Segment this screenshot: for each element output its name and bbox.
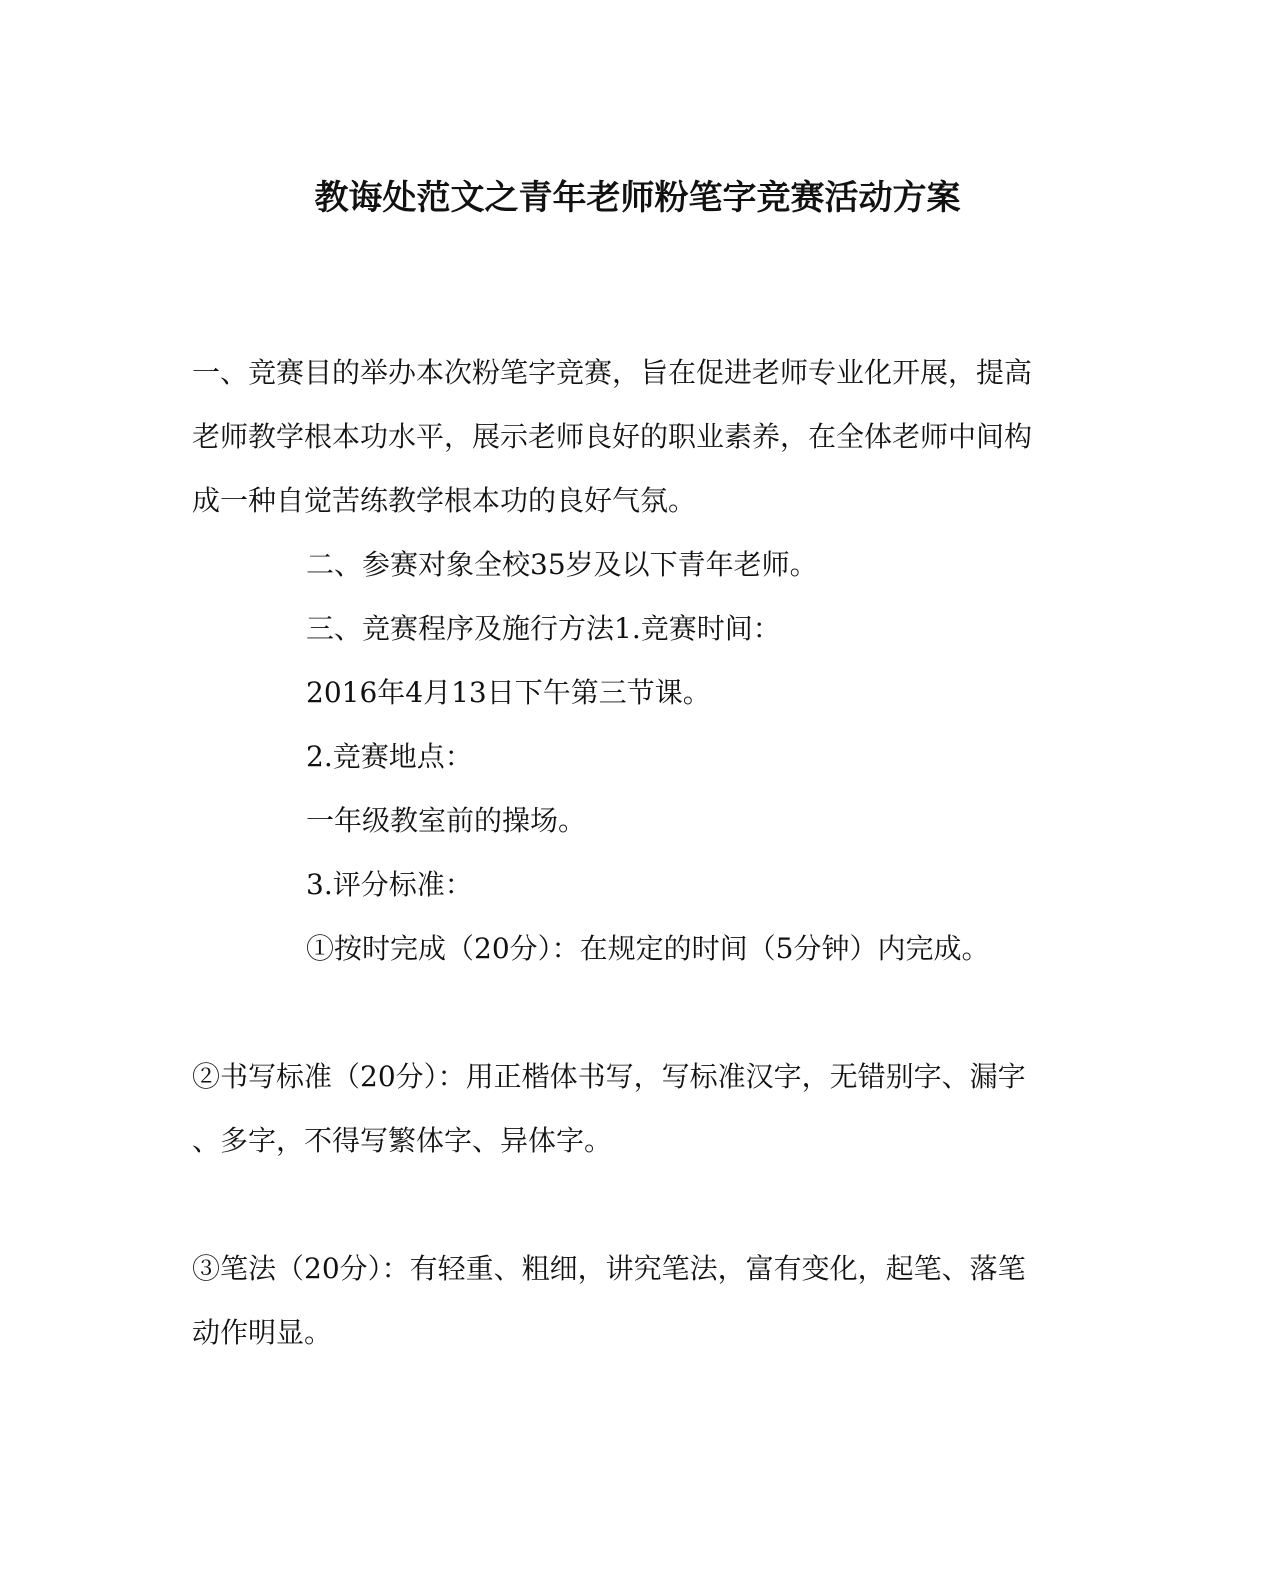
paragraph-line-8: 一年级教室前的操场。 [306,804,587,837]
document-title: 教诲处范文之青年老师粉笔字竞赛活动方案 [314,178,961,218]
paragraph-line-6: 2016年4月13日下午第三节课。 [306,676,711,709]
paragraph-line-3: 成一种自觉苦练教学根本功的良好气氛。 [192,484,697,517]
paragraph-line-9: 3.评分标准： [306,868,473,901]
paragraph-line-14: 动作明显。 [192,1316,333,1349]
paragraph-line-1: 一、竞赛目的举办本次粉笔字竞赛，旨在促进老师专业化开展，提高 [192,356,1033,389]
paragraph-line-2: 老师教学根本功水平，展示老师良好的职业素养，在全体老师中间构 [192,420,1033,453]
paragraph-line-10: ①按时完成（20分）：在规定的时间（5分钟）内完成。 [306,932,990,965]
paragraph-line-4: 二、参赛对象全校35岁及以下青年老师。 [306,548,818,581]
paragraph-line-5: 三、竞赛程序及施行方法1.竞赛时间： [306,612,781,645]
paragraph-line-13: ③笔法（20分）：有轻重、粗细，讲究笔法，富有变化，起笔、落笔 [192,1252,1026,1285]
paragraph-line-11: ②书写标准（20分）：用正楷体书写，写标准汉字，无错别字、漏字 [192,1060,1026,1093]
paragraph-line-12: 、多字，不得写繁体字、异体字。 [192,1124,613,1157]
paragraph-line-7: 2.竞赛地点： [306,740,473,773]
